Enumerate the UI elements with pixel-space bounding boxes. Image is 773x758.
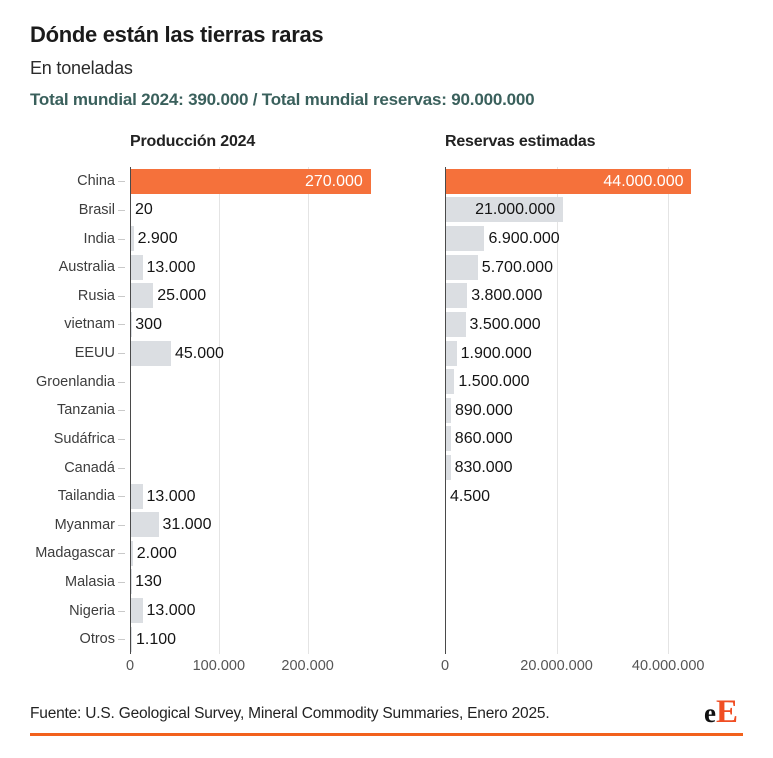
category-label-Otros: Otros	[79, 631, 115, 648]
bar-label-Tailandia: 4.500	[450, 487, 491, 505]
category-tick-dash	[118, 553, 125, 554]
chart-title-produccion: Producción 2024	[130, 133, 256, 150]
category-label-Rusia: Rusia	[77, 287, 115, 304]
category-label-Nigeria: Nigeria	[69, 602, 115, 619]
category-tick-dash	[118, 239, 125, 240]
bar-label-EEUU: 1.900.000	[460, 344, 532, 362]
bar-label-Brasil: 20	[135, 201, 153, 219]
bar-label-vietnam: 300	[135, 315, 162, 333]
bar-label-India: 6.900.000	[488, 230, 560, 248]
category-label-Sudáfrica: Sudáfrica	[53, 430, 115, 447]
bar-label-Nigeria: 13.000	[146, 602, 196, 620]
category-tick-dash	[118, 382, 125, 383]
page-subtitle: En toneladas	[30, 58, 133, 78]
category-label-Malasia: Malasia	[65, 573, 115, 590]
bar-India	[131, 226, 134, 251]
axis-tick-label: 200.000	[281, 658, 334, 674]
source-note: Fuente: U.S. Geological Survey, Mineral Commodity Summaries, Enero 2025.	[30, 705, 550, 722]
category-label-Canadá: Canadá	[64, 459, 115, 476]
bar-Canadá	[446, 455, 451, 480]
category-label-Myanmar: Myanmar	[54, 516, 115, 533]
category-tick-dash	[118, 525, 125, 526]
category-label-India: India	[83, 230, 115, 247]
bar-label-Otros: 1.100	[135, 630, 177, 648]
category-tick-dash	[118, 582, 125, 583]
category-label-EEUU: EEUU	[74, 345, 115, 362]
bar-Madagascar	[131, 541, 133, 566]
logo-lower-e-letter: e	[704, 698, 716, 728]
bar-vietnam	[446, 312, 466, 337]
category-tick-dash	[118, 353, 125, 354]
bar-Tanzania	[446, 398, 451, 423]
bar-Otros	[131, 627, 132, 652]
bar-label-India: 2.900	[137, 230, 178, 248]
bar-label-Tanzania: 890.000	[454, 401, 513, 419]
category-tick-dash	[118, 611, 125, 612]
axis-tick-label: 100.000	[192, 658, 246, 674]
gridline	[668, 167, 669, 654]
bar-label-Malasia: 130	[135, 573, 162, 591]
bar-label-Madagascar: 2.000	[136, 544, 177, 562]
category-tick-dash	[118, 439, 125, 440]
axis-tick-label: 40.000.000	[631, 658, 705, 674]
category-tick-dash	[118, 267, 125, 268]
category-label-Brasil: Brasil	[78, 201, 115, 218]
category-tick-dash	[118, 181, 125, 182]
category-label-Groenlandia: Groenlandia	[36, 373, 115, 390]
totals-line: Total mundial 2024: 390.000 / Total mundial reservas: 90.000.000	[30, 90, 535, 109]
bar-label-EEUU: 45.000	[174, 344, 224, 362]
category-tick-dash	[118, 639, 125, 640]
bar-India	[446, 226, 484, 251]
axis-tick-label: 0	[125, 658, 135, 674]
bar-label-Groenlandia: 1.500.000	[458, 373, 530, 391]
category-tick-dash	[118, 496, 125, 497]
category-label-Tanzania: Tanzania	[56, 402, 115, 419]
logo-capital-e-letter: E	[715, 694, 738, 730]
bar-Australia	[446, 255, 478, 280]
bar-label-vietnam: 3.500.000	[469, 315, 541, 333]
bar-Rusia	[131, 283, 153, 308]
bar-label-Sudáfrica: 860.000	[454, 430, 513, 448]
bar-label-Tailandia: 13.000	[146, 487, 196, 505]
bottom-rule	[30, 733, 743, 736]
bar-label-Rusia: 3.800.000	[471, 287, 543, 305]
bar-label-Australia: 5.700.000	[481, 258, 553, 276]
category-label-vietnam: vietnam	[64, 316, 115, 333]
bar-EEUU	[446, 341, 457, 366]
category-tick-dash	[118, 410, 125, 411]
bar-label-Canadá: 830.000	[454, 459, 513, 476]
gridline	[219, 167, 220, 654]
brand-logo	[704, 694, 738, 731]
bar-Australia	[131, 255, 143, 280]
bar-Rusia	[446, 283, 467, 308]
category-label-Tailandia: Tailandia	[57, 488, 115, 505]
category-label-Madagascar: Madagascar	[35, 545, 115, 562]
bar-label-China: 270.000	[304, 172, 363, 190]
bar-Tailandia	[131, 484, 143, 509]
axis-tick-label: 0	[440, 658, 450, 674]
bar-label-Rusia: 25.000	[157, 287, 207, 305]
axis-tick-label: 20.000.000	[520, 658, 593, 674]
bar-Nigeria	[131, 598, 143, 623]
bar-label-Myanmar: 31.000	[162, 516, 212, 534]
bar-label-China: 44.000.000	[603, 172, 684, 190]
category-tick-dash	[118, 468, 125, 469]
category-tick-dash	[118, 324, 125, 325]
bar-label-Australia: 13.000	[146, 258, 196, 276]
bar-Myanmar	[131, 512, 159, 537]
category-tick-dash	[118, 210, 125, 211]
bar-EEUU	[131, 341, 171, 366]
gridline	[308, 167, 309, 654]
bar-Sudáfrica	[446, 426, 451, 451]
bar-Groenlandia	[446, 369, 454, 394]
category-label-Australia: Australia	[58, 259, 115, 276]
category-label-China: China	[77, 173, 115, 190]
bar-label-Brasil: 21.000.000	[475, 201, 556, 219]
category-tick-dash	[118, 296, 125, 297]
chart-title-reservas: Reservas estimadas	[445, 133, 596, 150]
page-title: Dónde están las tierras raras	[30, 22, 324, 47]
